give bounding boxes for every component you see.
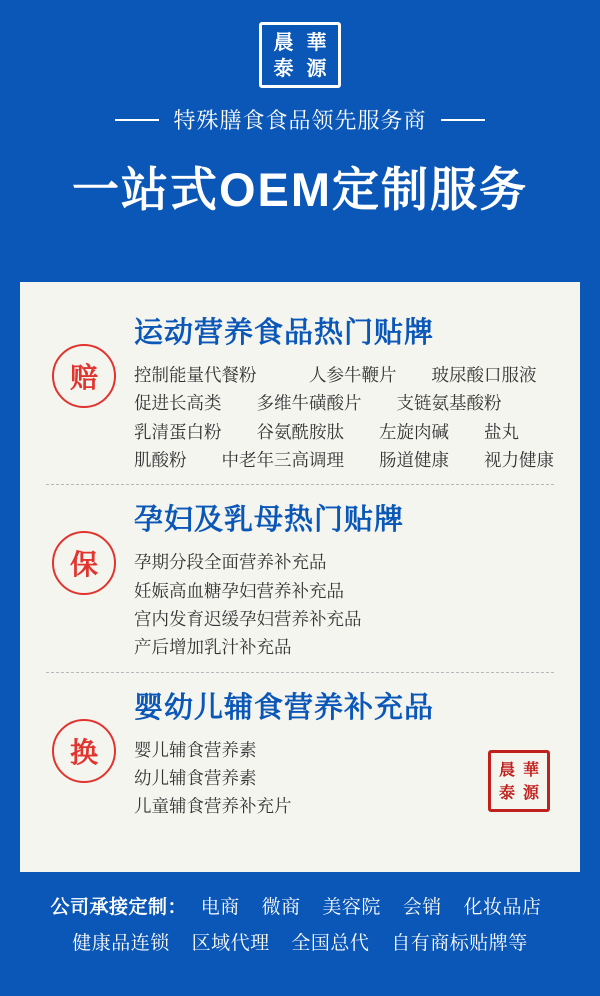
section-title: 婴幼儿辅食营养补充品 — [134, 691, 435, 724]
service-section-body — [134, 497, 562, 661]
footer-row-2 — [0, 926, 600, 962]
tagline-text: 特殊膳食食品领先服务商 — [173, 108, 427, 133]
tagline-rule-right — [441, 119, 485, 121]
stamp-char-4: 源 — [522, 782, 539, 802]
footer-channel: 电商 — [200, 897, 240, 918]
footer-row-1 — [0, 890, 600, 926]
logo-char-2: 華 — [306, 30, 327, 54]
footer-channel: 微商 — [261, 897, 301, 918]
list-item: 产后增加乳汁补充品 — [134, 637, 292, 658]
section-divider — [46, 672, 554, 673]
footer-label: 公司承接定制： — [50, 897, 188, 918]
stamp-char-1: 晨 — [498, 759, 515, 779]
company-seal-characters — [495, 758, 543, 804]
list-item: 婴儿辅食营养素 — [134, 739, 257, 760]
list-item: 乳清蛋白粉 谷氨酰胺肽 左旋肉碱 盐丸 — [134, 421, 519, 442]
seal-badge-compensate: 赔 — [52, 344, 116, 408]
logo-char-1: 晨 — [273, 30, 294, 54]
header-tagline — [0, 104, 600, 135]
stamp-char-3: 泰 — [498, 782, 515, 802]
stamp-char-2: 華 — [522, 759, 539, 779]
list-item: 宫内发育迟缓孕妇营养补充品 — [134, 609, 362, 630]
service-section-body — [134, 310, 562, 474]
logo-char-3: 泰 — [273, 56, 294, 80]
list-item: 控制能量代餐粉 人参牛鞭片 玻尿酸口服液 — [134, 365, 537, 385]
page-header — [0, 0, 600, 220]
page-footer — [0, 890, 600, 962]
service-section-infant — [38, 679, 562, 825]
seal-badge-guarantee: 保 — [52, 531, 116, 595]
seal-badge-exchange: 换 — [52, 719, 116, 783]
footer-channel: 自有商标贴牌等 — [391, 933, 528, 955]
section-items — [134, 361, 562, 474]
brand-logo-characters — [267, 29, 333, 81]
footer-channel: 会销 — [402, 897, 442, 918]
footer-channel: 健康品连锁 — [72, 933, 170, 955]
brand-logo-stamp — [259, 22, 341, 88]
footer-channel: 区域代理 — [191, 933, 270, 955]
footer-channel: 全国总代 — [291, 933, 370, 955]
service-section-maternal — [38, 491, 562, 665]
list-item: 孕期分段全面营养补充品 — [134, 552, 327, 573]
company-seal-stamp — [488, 750, 550, 812]
list-item: 促进长高类 多维牛磺酸片 支链氨基酸粉 — [134, 393, 502, 414]
section-items — [134, 548, 562, 661]
section-title: 运动营养食品热门贴牌 — [134, 317, 435, 349]
section-title: 孕妇及乳母热门贴牌 — [134, 504, 405, 537]
service-section-sports — [38, 304, 562, 478]
list-item: 妊娠高血糖孕妇营养补充品 — [134, 580, 344, 601]
list-item: 幼儿辅食营养素 — [134, 768, 257, 789]
section-divider — [46, 484, 554, 485]
logo-char-4: 源 — [306, 56, 327, 80]
list-item: 儿童辅食营养补充片 — [134, 796, 292, 817]
footer-channel: 美容院 — [322, 897, 381, 918]
services-card — [20, 282, 580, 872]
page-title: 一站式OEM定制服务 — [71, 163, 529, 216]
tagline-rule-left — [115, 119, 159, 121]
list-item: 肌酸粉 中老年三高调理 肠道健康 视力健康 — [134, 450, 554, 471]
footer-channel: 化妆品店 — [463, 897, 542, 918]
